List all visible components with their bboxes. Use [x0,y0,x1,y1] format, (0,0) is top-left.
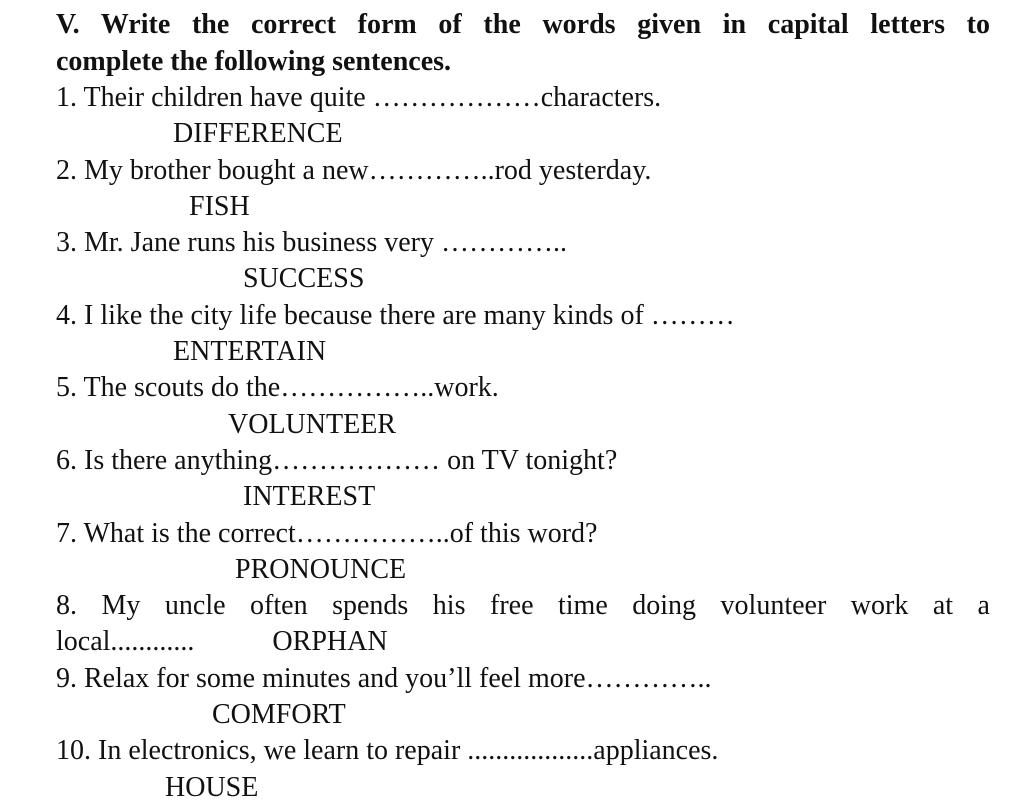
question-2-sentence: 2. My brother bought a new…………..rod yesterday. [56,154,652,186]
question-5-hint: VOLUNTEER [228,408,396,440]
question-5-sentence: 5. The scouts do the……………..work. [56,372,499,404]
question-1-hint: DIFFERENCE [173,118,343,150]
worksheet [56,6,990,806]
question-1-sentence: 1. Their children have quite ………………characters. [56,82,662,113]
exercise-heading [56,6,990,80]
question-9-sentence: 9. Relax for some minutes and you’ll feel more………….. [56,662,712,694]
question-8-hint: ORPHAN [272,626,388,658]
question-8-sentence-line1: 8. My uncle often spends his free time doing volunteer work at a [56,590,990,622]
question-6-sentence: 6. Is there anything……………… on TV tonight? [56,444,618,476]
exercise-title-line2: complete the following sentences. [56,46,452,77]
question-8-line2 [56,624,990,660]
question-4-hint: ENTERTAIN [173,336,327,368]
question-8-sentence-line2: local............ [56,626,195,658]
question-9-hint: COMFORT [212,699,346,731]
question-6-hint: INTEREST [243,481,376,513]
question-10-sentence: 10. In electronics, we learn to repair ..................appliances. [56,735,719,767]
exercise-title-line1: V. Write the correct form of the words given in capital letters to [56,9,990,40]
question-2-hint: FISH [189,190,250,222]
question-4-sentence: 4. I like the city life because there are many kinds of ……… [56,299,735,331]
question-7-hint: PRONOUNCE [235,553,407,585]
question-10-hint: HOUSE [165,771,259,803]
question-3-sentence: 3. Mr. Jane runs his business very ………….. [56,227,567,259]
question-7-sentence: 7. What is the correct……………..of this word? [56,517,598,549]
question-3-hint: SUCCESS [243,263,365,295]
